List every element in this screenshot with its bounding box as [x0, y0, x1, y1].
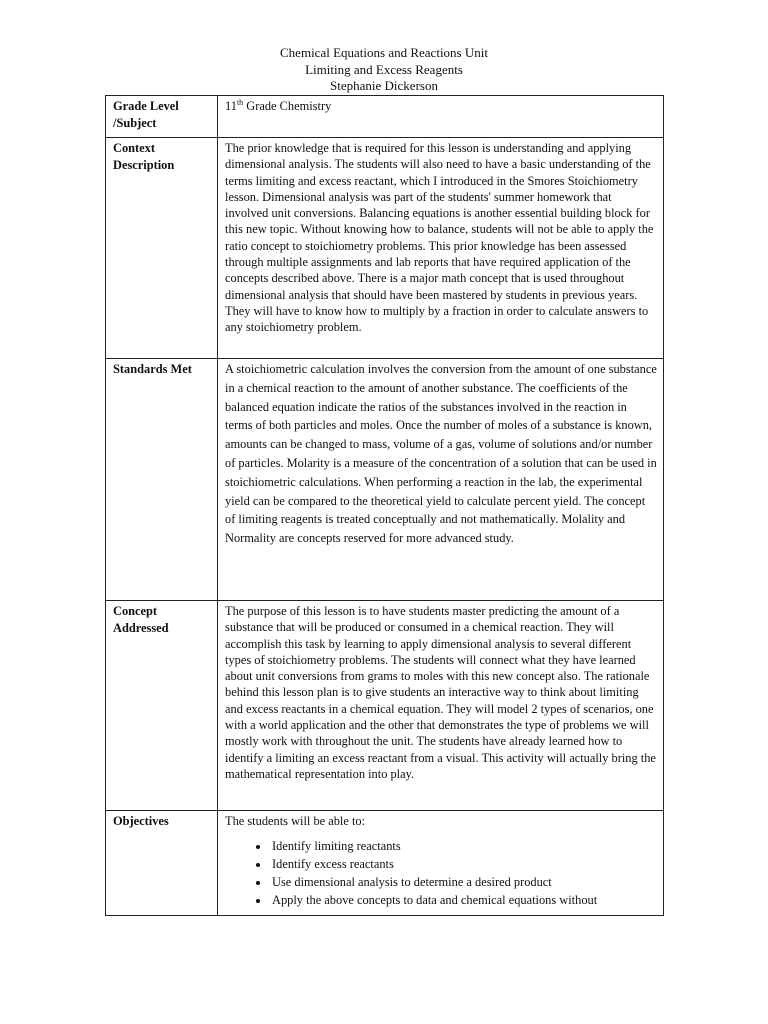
document-header: [0, 45, 768, 95]
context-label: Context Description: [106, 138, 218, 359]
grade-ordinal-suffix: th: [236, 97, 244, 107]
standards-text: A stoichiometric calculation involves the conversion from the amount of one substance in a chemical reaction to the amount of another substance. The coefficients of the balanced equation indicate the ratios of the substances involved in the reaction in terms of both particles and moles. Once the number of moles of a substance is known, amounts can be changed to mass, volume of a gas, volume of solutions and/or number of particles. Molarity is a measure of the concentration of a solution that can be used in stoichiometric calculations. When performing a reaction in the lab, the experimental yield can be compared to the theoretical yield to calculate percent yield. The concept of limiting reagents is treated conceptually and not mathematically. Molality and Normality are concepts reserved for more advanced study.: [225, 362, 657, 546]
lesson-title: Limiting and Excess Reagents: [305, 61, 463, 77]
objective-item: • Use dimensional analysis to determine a desired product: [270, 874, 657, 892]
unit-title: Chemical Equations and Reactions Unit: [280, 45, 488, 60]
author-name: Stephanie Dickerson: [330, 78, 438, 93]
concept-label: Concept Addressed: [106, 601, 218, 811]
objective-item: • Apply the above concepts to data and chemical equations without: [270, 892, 657, 910]
table-row-concept: [106, 601, 664, 811]
standards-label: Standards Met: [106, 359, 218, 601]
objectives-label: Objectives: [106, 811, 218, 916]
objectives-list: [225, 838, 657, 909]
context-text: The prior knowledge that is required for this lesson is understanding and applying dimensional analysis. The students will also need to have a basic understanding of the terms limiting and excess reactant, which I introduced in the Smores Stoichiometry lesson. Dimensional analysis was part of the students' summer homework that involved unit conversions. Balancing equations is another essential building block for this new topic. Without knowing how to balance, students will not be able to apply the ratio concept to stoichiometry problems. This prior knowledge has been assessed through multiple assignments and lab reports that have required application of the concepts described above. There is a major math concept that is used throughout dimensional analysis that should have been mastered by students in previous years. They will have to know how to multiply by a fraction in order to calculate answers to any stoichiometry problem.: [225, 141, 654, 335]
grade-value: [218, 96, 664, 138]
grade-number: 11: [225, 99, 237, 113]
table-row-context: [106, 138, 664, 359]
objective-item: • Identify excess reactants: [270, 856, 657, 874]
concept-cell: [218, 601, 664, 811]
grade-label: Grade Level /Subject: [106, 96, 218, 138]
table-row-grade: [106, 96, 664, 138]
objectives-cell: [218, 811, 664, 916]
concept-text: The purpose of this lesson is to have students master predicting the amount of a substance that will be produced or consumed in a chemical reaction. They will accomplish this task by learning to apply dimensional analysis to several different types of stoichiometry problems. The students will connect what they have learned about unit conversions from grams to moles with this new concept also. The rationale behind this lesson plan is to give students an interactive way to think about limiting and excess reactants in a chemical equation. They will model 2 types of scenarios, one with a world application and the other that demonstrates the type of problems we will mostly work with throughout the unit. The students have already learned how to identify a limiting an excess reactant from a visual. This activity will actually bring the mathematical representation into play.: [225, 604, 656, 781]
lesson-plan-table: [105, 95, 664, 916]
table-row-objectives: [106, 811, 664, 916]
standards-cell: [218, 359, 664, 601]
table-row-standards: [106, 359, 664, 601]
context-cell: [218, 138, 664, 359]
objectives-intro: The students will be able to:: [225, 814, 366, 828]
objective-item: • Identify limiting reactants: [270, 838, 657, 856]
grade-subject: Grade Chemistry: [243, 99, 332, 113]
